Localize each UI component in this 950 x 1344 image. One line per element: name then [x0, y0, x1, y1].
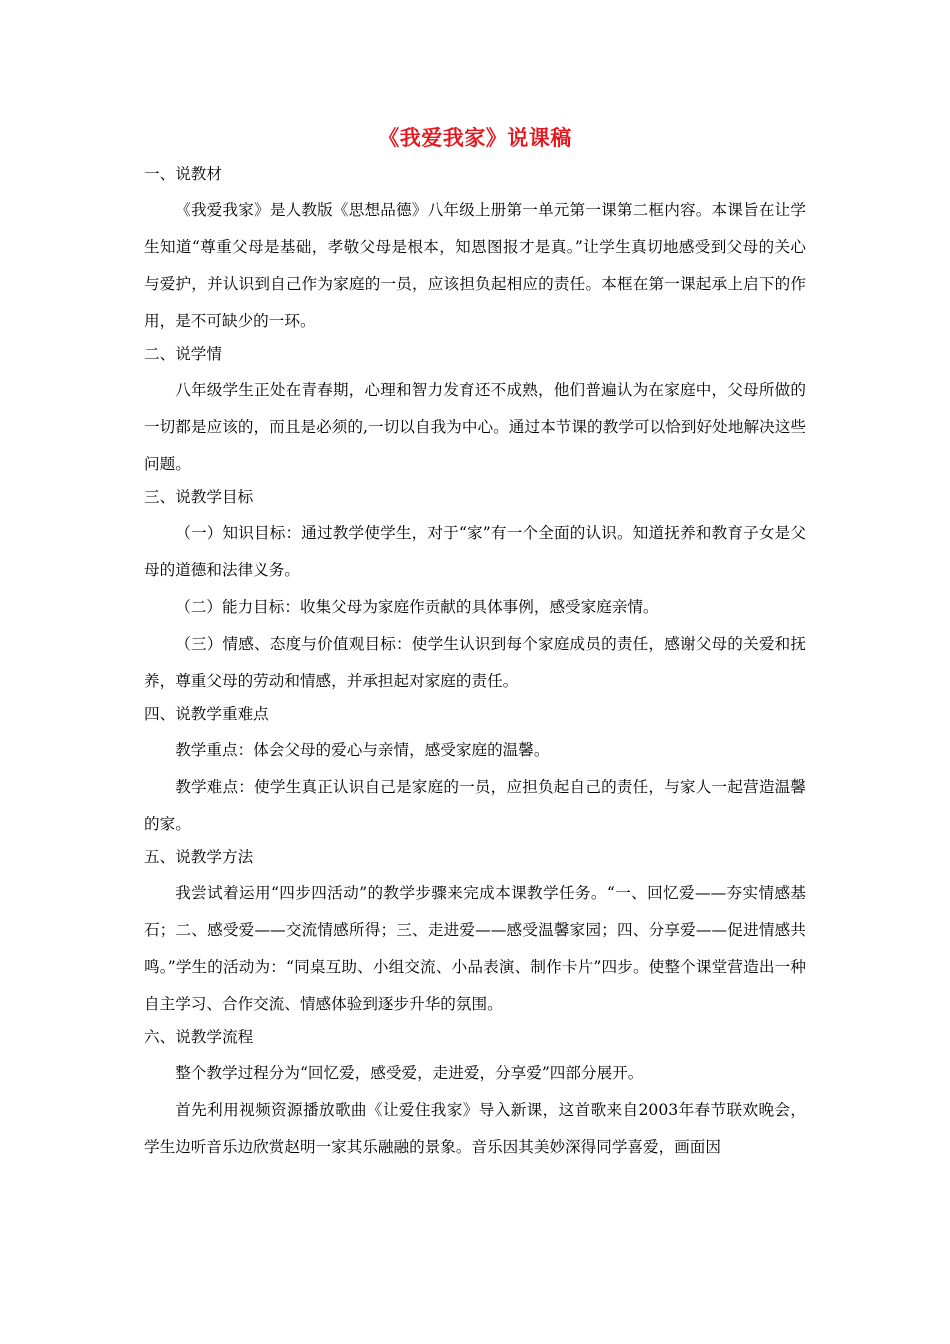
section-paragraph: （三）情感、态度与价值观目标：使学生认识到每个家庭成员的责任，感谢父母的关爱和抚养，尊重父母的劳动和情感，并承担起对家庭的责任。 — [144, 635, 806, 690]
section-paragraph: 教学重点：体会父母的爱心与亲情，感受家庭的温馨。 — [175, 741, 550, 759]
section-paragraph: 首先利用视频资源播放歌曲《让爱住我家》导入新课，这首歌来自2003年春节联欢晚会，学生边听音乐边欣赏赵明一家其乐融融的景象。音乐因其美妙深得同学喜爱，画面因 — [144, 1101, 806, 1156]
section-paragraph: 八年级学生正处在青春期，心理和智力发育还不成熟，他们普遍认为在家庭中，父母所做的一切都是应该的，而且是必须的,一切以自我为中心。通过本节课的教学可以恰到好处地解决这些问题。 — [144, 381, 806, 473]
section-heading: 六、说教学流程 — [144, 1028, 254, 1046]
document-body — [144, 160, 806, 1166]
section-paragraph: 整个教学过程分为“回忆爱，感受爱，走进爱，分享爱”四部分展开。 — [175, 1064, 644, 1082]
section-paragraph: 教学难点：使学生真正认识自己是家庭的一员，应担负起自己的责任，与家人一起营造温馨的家。 — [144, 778, 806, 833]
section-heading: 四、说教学重难点 — [144, 705, 269, 723]
section-paragraph: 《我爱我家》是人教版《思想品德》八年级上册第一单元第一课第二框内容。本课旨在让学生知道“尊重父母是基础，孝敬父母是根本，知恩图报才是真。”让学生真切地感受到父母的关心与爱护，并认识到自己作为家庭的一员，应该担负起相应的责任。本框在第一课起承上启下的作用，是不可缺少的一环。 — [144, 201, 806, 330]
section-paragraph: （二）能力目标：收集父母为家庭作贡献的具体事例，感受家庭亲情。 — [175, 598, 659, 616]
document-title: 《我爱我家》说课稿 — [378, 125, 572, 150]
section-paragraph: 我尝试着运用“四步四活动”的教学步骤来完成本课教学任务。“一、回忆爱——夯实情感基石；二、感受爱——交流情感所得；三、走进爱——感受温馨家园；四、分享爱——促进情感共鸣。”学生的活动为：“同桌互助、小组交流、小品表演、制作卡片”四步。使整个课堂营造出一种自主学习、合作交流、情感体验到逐步升华的氛围。 — [144, 884, 806, 1013]
section-heading: 一、说教材 — [144, 165, 222, 183]
section-paragraph: （一）知识目标：通过教学使学生，对于“家”有一个全面的认识。知道抚养和教育子女是父母的道德和法律义务。 — [144, 524, 806, 579]
section-heading: 五、说教学方法 — [144, 848, 254, 866]
section-heading: 二、说学情 — [144, 345, 222, 363]
section-heading: 三、说教学目标 — [144, 488, 254, 506]
